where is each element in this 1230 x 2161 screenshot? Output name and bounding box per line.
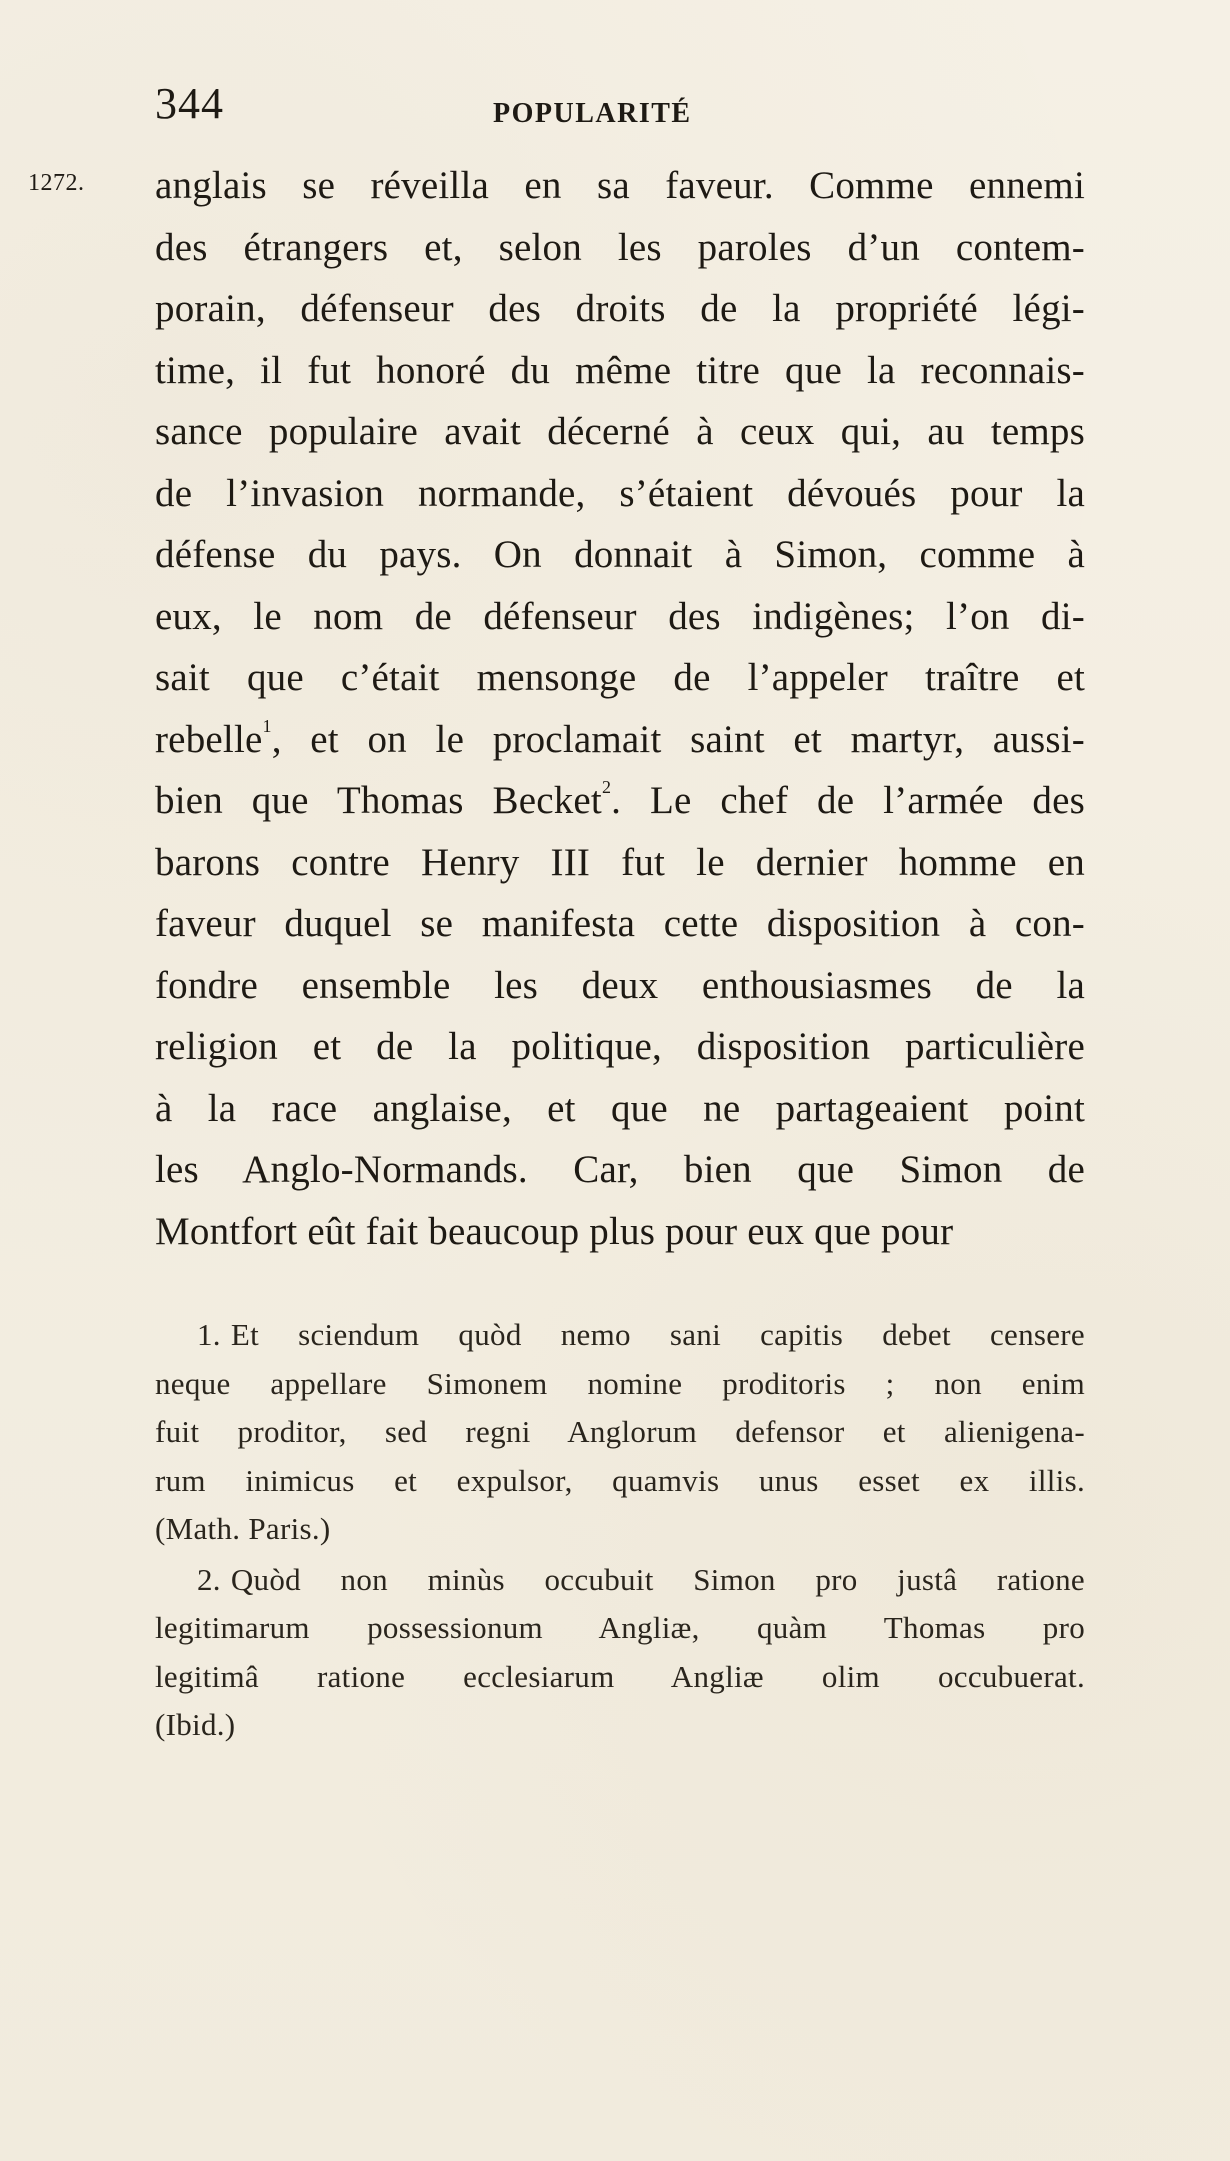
text-line: eux, le nom de défenseur des indigènes; l’on di-: [155, 594, 1085, 638]
footnotes: [155, 1311, 1085, 1750]
footnote-1-line: [155, 1311, 1085, 1360]
text-line: Montfort eût fait beaucoup plus pour eux que pour: [155, 1209, 954, 1253]
main-text: [155, 155, 1085, 1262]
text-line: fondre ensemble les deux enthousiasmes de la: [155, 963, 1085, 1007]
running-head: [155, 79, 1075, 142]
footnote-1-line: (Math. Paris.): [155, 1511, 331, 1546]
text-line-with-footnote-2: [155, 770, 1085, 832]
text-line: des étrangers et, selon les paroles d’un contem-: [155, 225, 1085, 269]
footnote-2-line: [155, 1556, 1085, 1605]
footnote-2-line: (Ibid.): [155, 1707, 236, 1742]
footnote-1-line: rum inimicus et expulsor, quamvis unus esset ex illis.: [155, 1462, 1085, 1498]
text-line-with-footnote-1: [155, 709, 1085, 771]
footnote-text: Et sciendum quòd nemo sani capitis debet censere: [230, 1317, 1085, 1352]
text-fragment: rebelle: [155, 717, 263, 761]
text-line: barons contre Henry III fut le dernier homme en: [155, 840, 1085, 884]
text-line: religion et de la politique, disposition particulière: [155, 1025, 1085, 1068]
text-line: porain, défenseur des droits de la propriété légi-: [155, 287, 1085, 330]
footnote-number-1: 1.: [197, 1317, 221, 1352]
text-fragment: bien que Thomas Becket: [155, 779, 602, 822]
footnote-mark-1[interactable]: 1: [262, 715, 272, 736]
text-fragment: . Le chef de l’armée des: [611, 779, 1085, 822]
text-line: à la race anglaise, et que ne partageaient point: [155, 1086, 1085, 1130]
margin-year-note: 1272.: [28, 170, 85, 196]
text-line: défense du pays. On donnait à Simon, comme à: [155, 533, 1085, 576]
text-line: sance populaire avait décerné à ceux qui, au temps: [155, 410, 1085, 453]
footnote-mark-2[interactable]: 2: [601, 777, 612, 797]
text-line: sait que c’était mensonge de l’appeler traître et: [155, 656, 1085, 699]
footnote-2-line: legitimarum possessionum Angliæ, quàm Thomas pro: [155, 1610, 1085, 1645]
page-number: 344: [155, 79, 224, 128]
footnote-1-line: fuit proditor, sed regni Anglorum defensor et alienigena-: [155, 1414, 1085, 1449]
footnote-number-2: 2.: [197, 1561, 221, 1597]
text-line: time, il fut honoré du même titre que la reconnais-: [155, 348, 1085, 392]
footnote-2-line: legitimâ ratione ecclesiarum Angliæ olim occubuerat.: [155, 1658, 1085, 1694]
text-line: faveur duquel se manifesta cette disposition à con-: [155, 902, 1085, 945]
text-fragment: , et on le proclamait saint et martyr, aussi-: [271, 717, 1085, 761]
text-line: anglais se réveilla en sa faveur. Comme ennemi: [155, 164, 1085, 207]
running-title: POPULARITÉ: [493, 98, 692, 129]
footnote-text: Quòd non minùs occubuit Simon pro justâ ratione: [230, 1561, 1085, 1597]
text-line: de l’invasion normande, s’étaient dévoués pour la: [155, 471, 1085, 515]
text-line: les Anglo-Normands. Car, bien que Simon de: [155, 1148, 1085, 1191]
footnote-1-line: neque appellare Simonem nomine proditoris ; non enim: [155, 1365, 1085, 1401]
